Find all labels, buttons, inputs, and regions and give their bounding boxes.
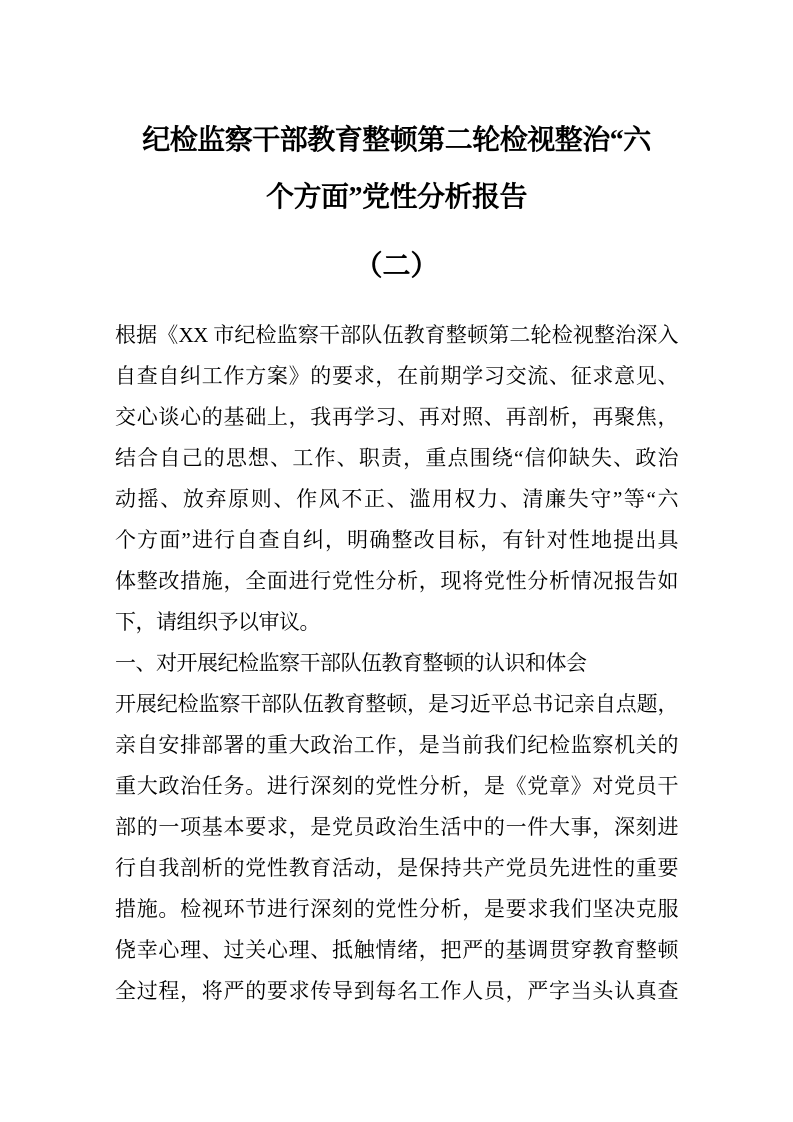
text-line: 部的一项基本要求，是党员政治生活中的一件大事，深刻进: [115, 815, 678, 839]
text-line: 动摇、放弃原则、作风不正、滥用权力、清廉失守”等“六: [115, 487, 678, 511]
text-line: 结合自己的思想、工作、职责，重点围绕“信仰缺失、政治: [115, 446, 678, 470]
text-line: 开展纪检监察干部队伍教育整顿，是习近平总书记亲自点题，: [115, 692, 678, 716]
text-line: 体整改措施，全面进行党性分析，现将党性分析情况报告如: [115, 569, 678, 593]
text-line: 措施。检视环节进行深刻的党性分析，是要求我们坚决克服: [115, 897, 678, 921]
document-title-line-2: 个方面”党性分析报告: [265, 182, 527, 213]
text-line: 全过程，将严的要求传导到每名工作人员，严字当头认真查: [115, 979, 678, 1003]
document-title: [115, 112, 678, 226]
text-line: 个方面”进行自查自纠，明确整改目标，有针对性地提出具: [115, 528, 678, 552]
paragraph-1: [115, 315, 678, 643]
text-line: 下，请组织予以审议。: [115, 610, 320, 634]
text-line: 侥幸心理、过关心理、抵触情绪，把严的基调贯穿教育整顿: [115, 938, 678, 962]
section-heading: 一、对开展纪检监察干部队伍教育整顿的认识和体会: [115, 651, 587, 675]
document-title-line-1: 纪检监察干部教育整顿第二轮检视整治“六: [142, 125, 651, 156]
document-body: [115, 315, 678, 1012]
paragraph-2: [115, 643, 678, 684]
text-line: 自查自纠工作方案》的要求，在前期学习交流、征求意见、: [115, 364, 678, 388]
text-line: 重大政治任务。进行深刻的党性分析，是《党章》对党员干: [115, 774, 678, 798]
text-line: 行自我剖析的党性教育活动，是保持共产党员先进性的重要: [115, 856, 678, 880]
paragraph-3: [115, 684, 678, 1012]
document-part-label: （二）: [354, 251, 439, 282]
text-line: 交心谈心的基础上，我再学习、再对照、再剖析，再聚焦，: [115, 405, 678, 429]
text-line: 根据《XX 市纪检监察干部队伍教育整顿第二轮检视整治深入: [115, 323, 678, 347]
text-line: 亲自安排部署的重大政治工作，是当前我们纪检监察机关的: [115, 733, 678, 757]
